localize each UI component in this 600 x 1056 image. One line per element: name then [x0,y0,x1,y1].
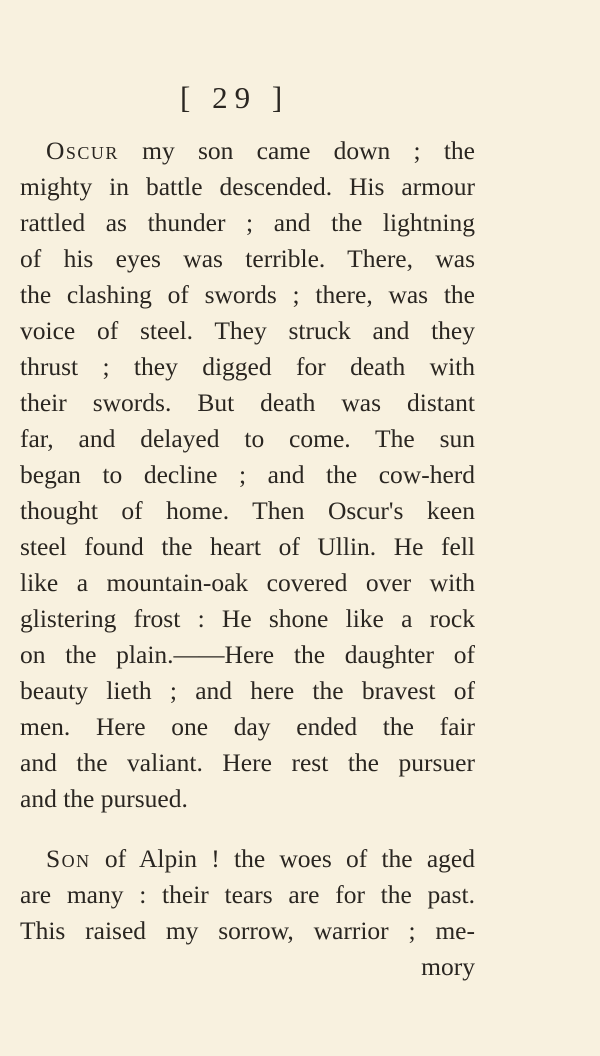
small-caps-lead: Oscur [46,136,119,165]
text-line: glistering frost : He shone like a rock [20,604,475,633]
text-line: far, and delayed to come. The sun [20,424,475,453]
text-line: and the pursued. [20,784,188,813]
line-text: of Alpin ! the woes of the aged [90,844,475,873]
text-line: their swords. But death was distant [20,388,475,417]
text-line [20,841,475,877]
line-text: my son came down ; the [118,136,475,165]
text-line: on the plain.——Here the daughter of [20,640,475,669]
catchword: mory [421,952,475,981]
text-line: like a mountain-oak covered over with [20,568,475,597]
small-caps-lead: Son [46,844,91,873]
text-line: beauty lieth ; and here the bravest of [20,676,475,705]
page-number: [ 29 ] [180,80,290,115]
text-line: men. Here one day ended the fair [20,712,475,741]
text-line: the clashing of swords ; there, was the [20,280,475,309]
text-line: rattled as thunder ; and the lightning [20,208,475,237]
text-line [20,133,475,169]
text-line: and the valiant. Here rest the pursuer [20,748,475,777]
paragraph-oscur [20,133,475,817]
paragraph-alpin [20,841,475,985]
text-line: thrust ; they digged for death with [20,352,475,381]
text-line: mighty in battle descended. His armour [20,172,475,201]
text-line: voice of steel. They struck and they [20,316,475,345]
text-line: This raised my sorrow, warrior ; me- [20,916,475,945]
text-line: thought of home. Then Oscur's keen [20,496,475,525]
text-line: are many : their tears are for the past. [20,880,475,909]
text-line: began to decline ; and the cow-herd [20,460,475,489]
text-line: steel found the heart of Ullin. He fell [20,532,475,561]
text-line: of his eyes was terrible. There, was [20,244,475,273]
